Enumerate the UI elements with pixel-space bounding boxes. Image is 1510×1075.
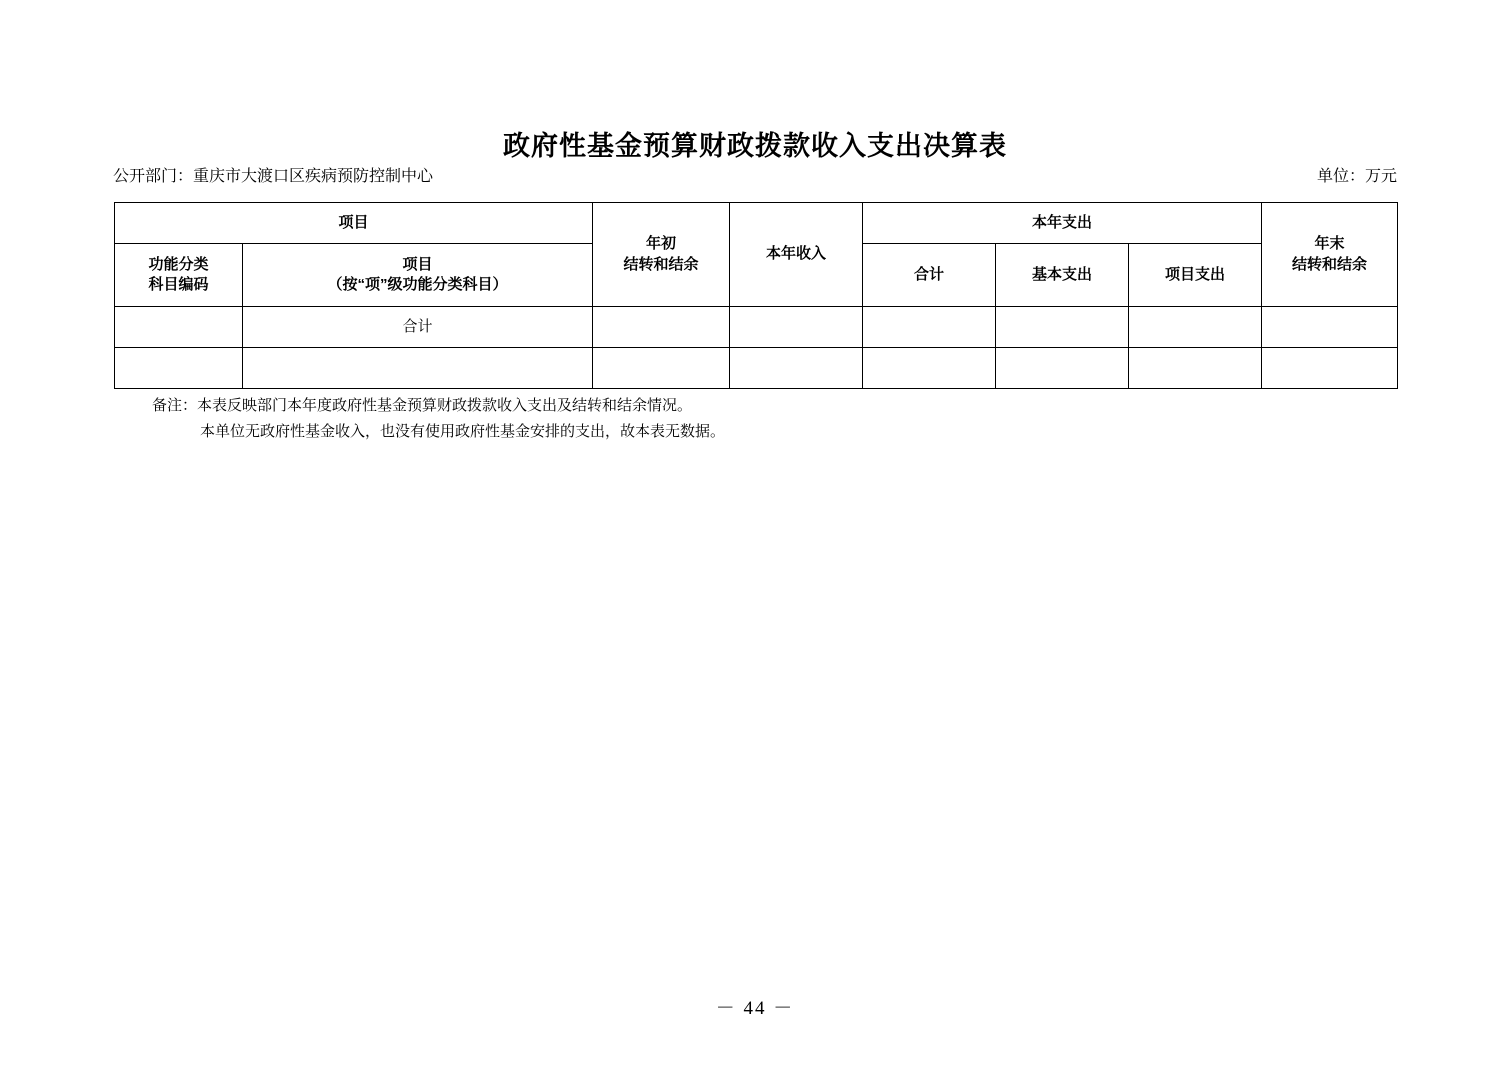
header-begin-line1: 年初 [646,235,677,253]
cell-code [115,307,243,348]
header-end-balance [1262,203,1398,307]
header-group-project: 项目 [115,203,593,244]
unit-label: 单位：万元 [1316,168,1397,185]
header-end-line1: 年末 [1314,235,1345,253]
cell-project-exp [1129,307,1262,348]
cell-total [863,348,996,389]
cell-basic [996,307,1129,348]
header-expense-total: 合计 [863,244,996,307]
cell-code [115,348,243,389]
header-begin-balance [593,203,730,307]
table-row [115,307,1398,348]
cell-end [1262,307,1398,348]
cell-total [863,307,996,348]
note-line-2: 本单位无政府性基金收入，也没有使用政府性基金安排的支出，故本表无数据。 [200,424,726,441]
table-header-row-1 [115,203,1398,244]
cell-project-exp [1129,348,1262,389]
header-project-line1: 项目 [402,255,433,273]
header-project-name [243,244,593,307]
cell-end [1262,348,1398,389]
header-income: 本年收入 [730,203,863,307]
cell-project [243,348,593,389]
budget-table [114,202,1398,389]
page-number: － 44 － [715,998,795,1019]
header-end-line2: 结转和结余 [1292,255,1368,273]
cell-project: 合计 [243,307,593,348]
header-expense-basic: 基本支出 [996,244,1129,307]
table-row [115,348,1398,389]
header-begin-line2: 结转和结余 [623,255,699,273]
cell-begin [593,307,730,348]
department-label: 公开部门：重庆市大渡口区疾病预防控制中心 [113,168,434,185]
header-function-code-line1: 功能分类 [148,255,209,273]
cell-income [730,348,863,389]
header-expense-project: 项目支出 [1129,244,1262,307]
header-project-line2: （按“项”级功能分类科目） [327,276,508,293]
header-function-code [115,244,243,307]
cell-income [730,307,863,348]
cell-basic [996,348,1129,389]
header-group-expense: 本年支出 [863,203,1262,244]
page-title: 政府性基金预算财政拨款收入支出决算表 [503,131,1007,161]
header-function-code-line2: 科目编码 [148,276,209,293]
cell-begin [593,348,730,389]
table-notes [152,393,725,446]
note-line-1: 备注：本表反映部门本年度政府性基金预算财政拨款收入支出及结转和结余情况。 [152,398,693,414]
